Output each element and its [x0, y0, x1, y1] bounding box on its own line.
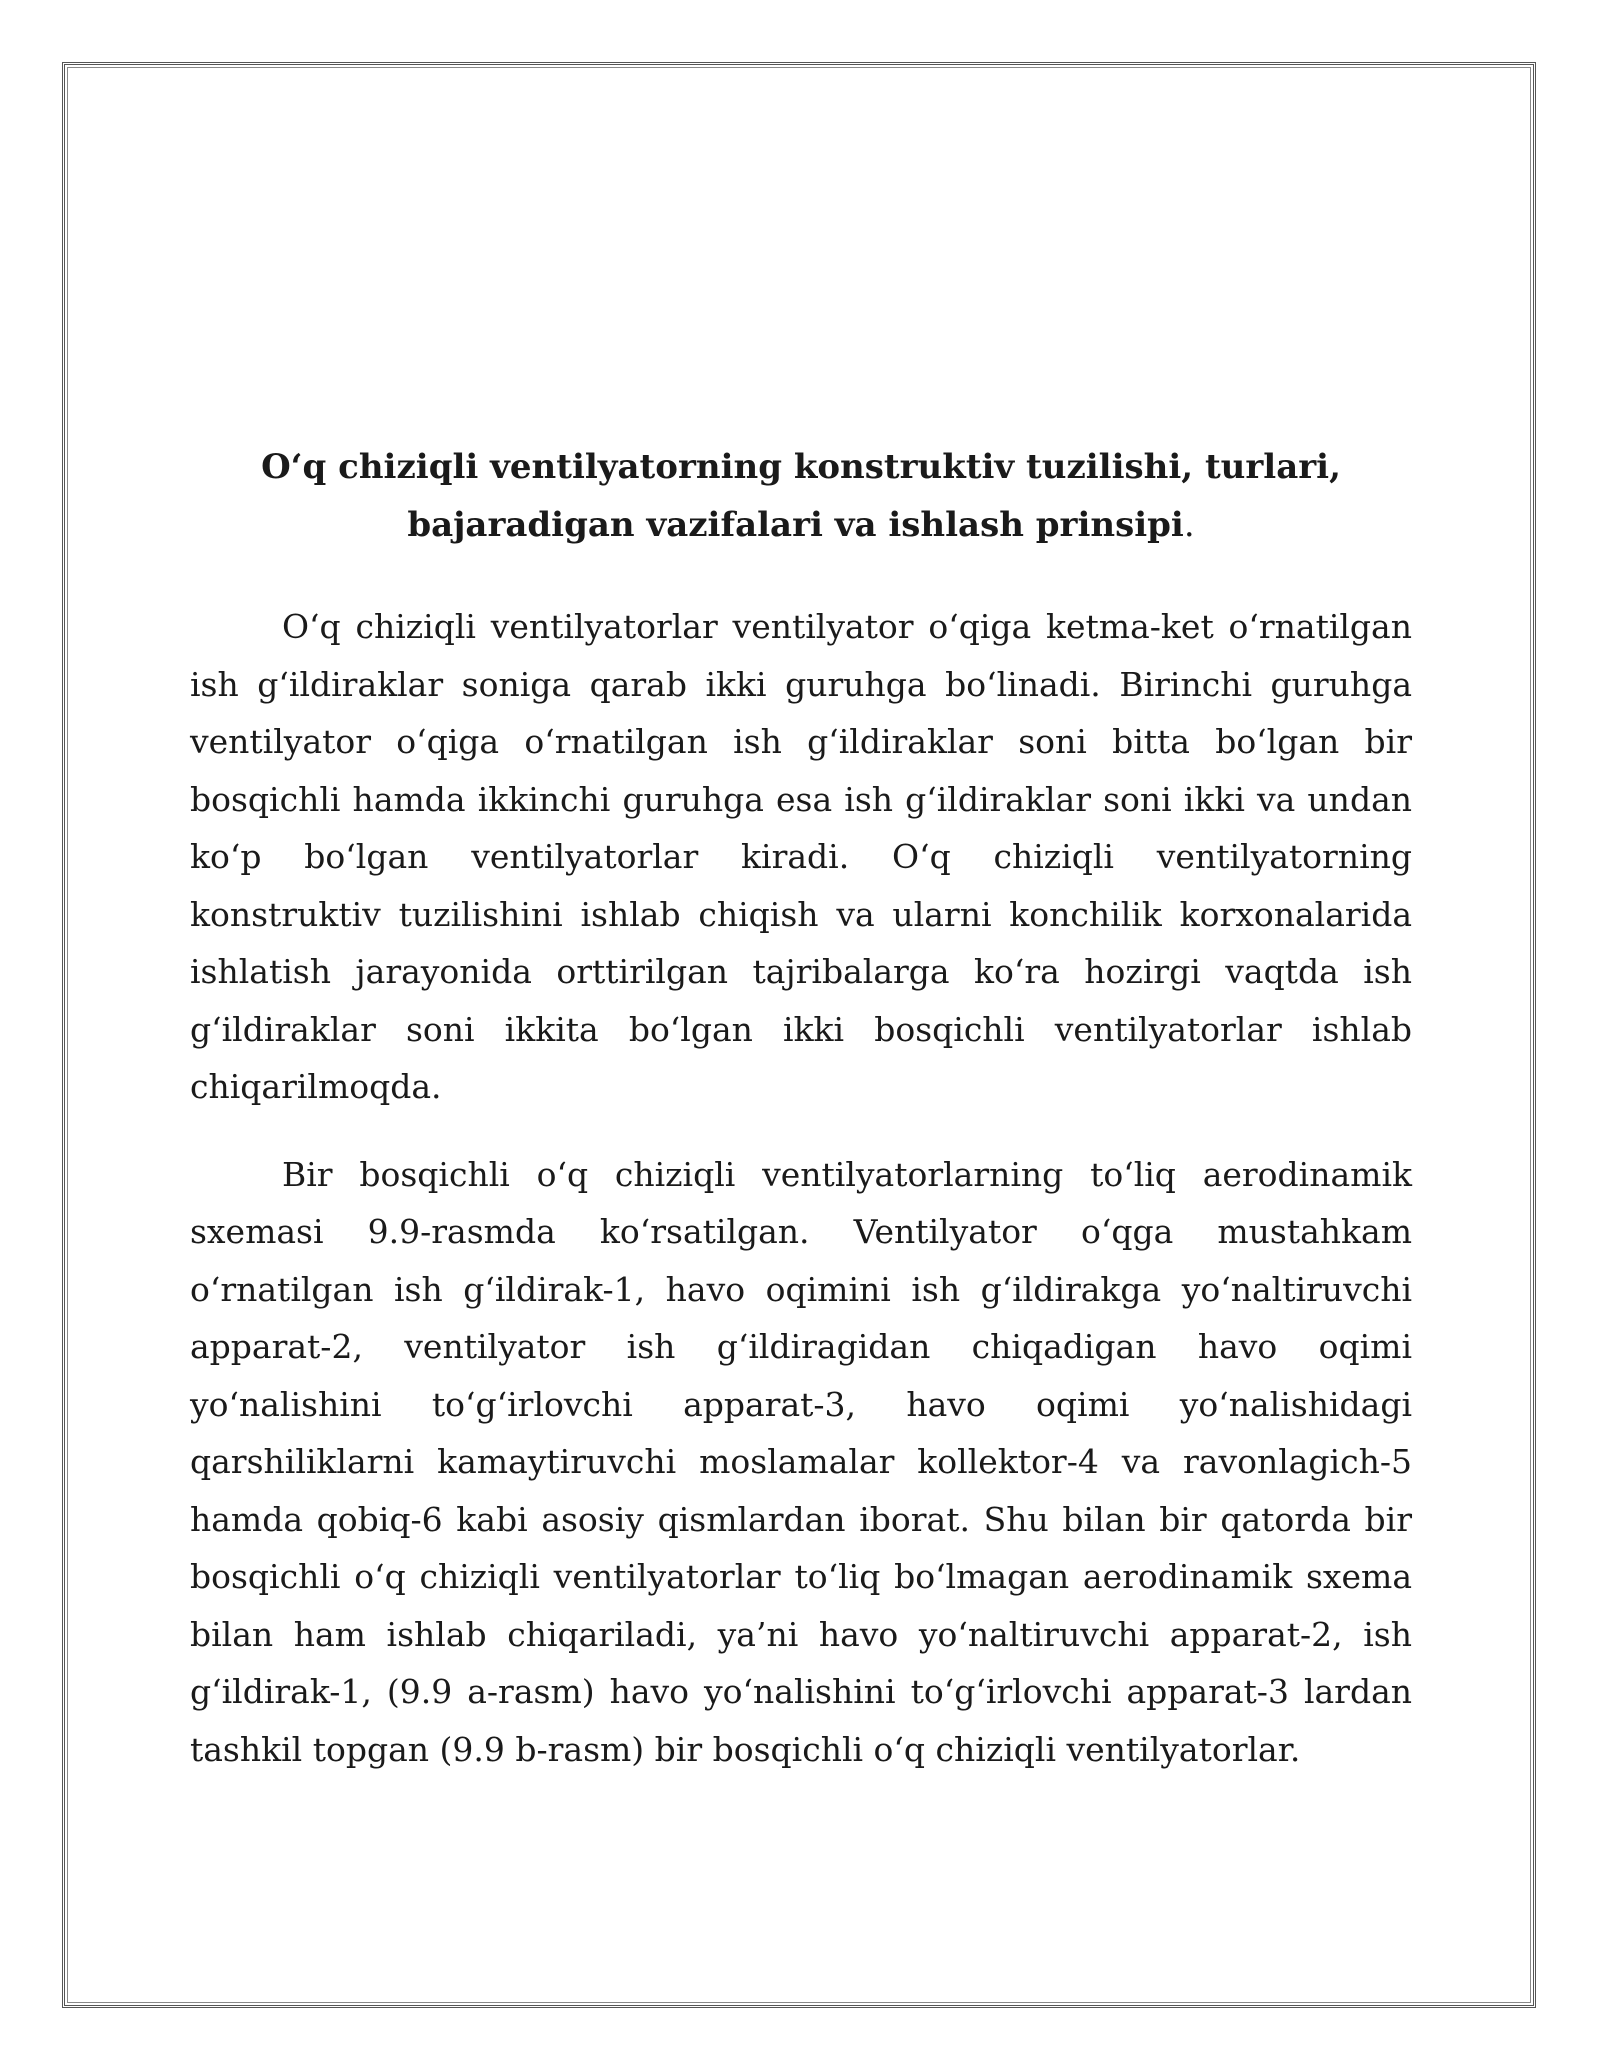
title-line-2-text: bajaradigan vazifalari va ishlash prinsipi — [407, 505, 1184, 545]
title-period: . — [1183, 505, 1195, 545]
document-body — [190, 438, 1412, 1808]
paragraph-1: O‘q chiziqli ventilyatorlar ventilyator o‘qiga ketma-ket o‘rnatilgan ish g‘ildiraklar soniga qarab ikki guruhga bo‘linadi. Birinchi guruhga ventilyator o‘qiga o‘rnatilgan ish g‘ildiraklar soni bitta bo‘lgan bir bosqichli hamda ikkinchi guruhga esa ish g‘ildiraklar soni ikki va undan ko‘p bo‘lgan ventilyatorlar kiradi. O‘q chiziqli ventilyatorning konstruktiv tuzilishini ishlab chiqish va ularni konchilik korxonalarida ishlatish jarayonida orttirilgan tajribalarga ko‘ra hozirgi vaqtda ish g‘ildiraklar soni ikkita bo‘lgan ikki bosqichli ventilyatorlar ishlab chiqarilmoqda. — [190, 607, 1412, 1106]
title-line-2 — [190, 496, 1412, 554]
document-title — [190, 438, 1412, 554]
title-line-1: O‘q chiziqli ventilyatorning konstruktiv tuzilishi, turlari, — [261, 447, 1341, 487]
paragraph-2: Bir bosqichli o‘q chiziqli ventilyatorlarning to‘liq aerodinamik sxemasi 9.9-rasmda ko‘rsatilgan. Ventilyator o‘qga mustahkam o‘rnatilgan ish g‘ildirak-1, havo oqimini ish g‘ildirakga yo‘naltiruvchi apparat-2, ventilyator ish g‘ildiragidan chiqadigan havo oqimi yo‘nalishini to‘g‘irlovchi apparat-3, havo oqimi yo‘nalishidagi qarshiliklarni kamaytiruvchi moslamalar kollektor-4 va ravonlagich-5 hamda qobiq-6 kabi asosiy qismlardan iborat. Shu bilan bir qatorda bir bosqichli o‘q chiziqli ventilyatorlar to‘liq bo‘lmagan aerodinamik sxema bilan ham ishlab chiqariladi, ya’ni havo yo‘naltiruvchi apparat-2, ish g‘ildirak-1, (9.9 a-rasm) havo yo‘nalishini to‘g‘irlovchi apparat-3 lardan tashkil topgan (9.9 b-rasm) bir bosqichli o‘q chiziqli ventilyatorlar. — [190, 1154, 1412, 1769]
